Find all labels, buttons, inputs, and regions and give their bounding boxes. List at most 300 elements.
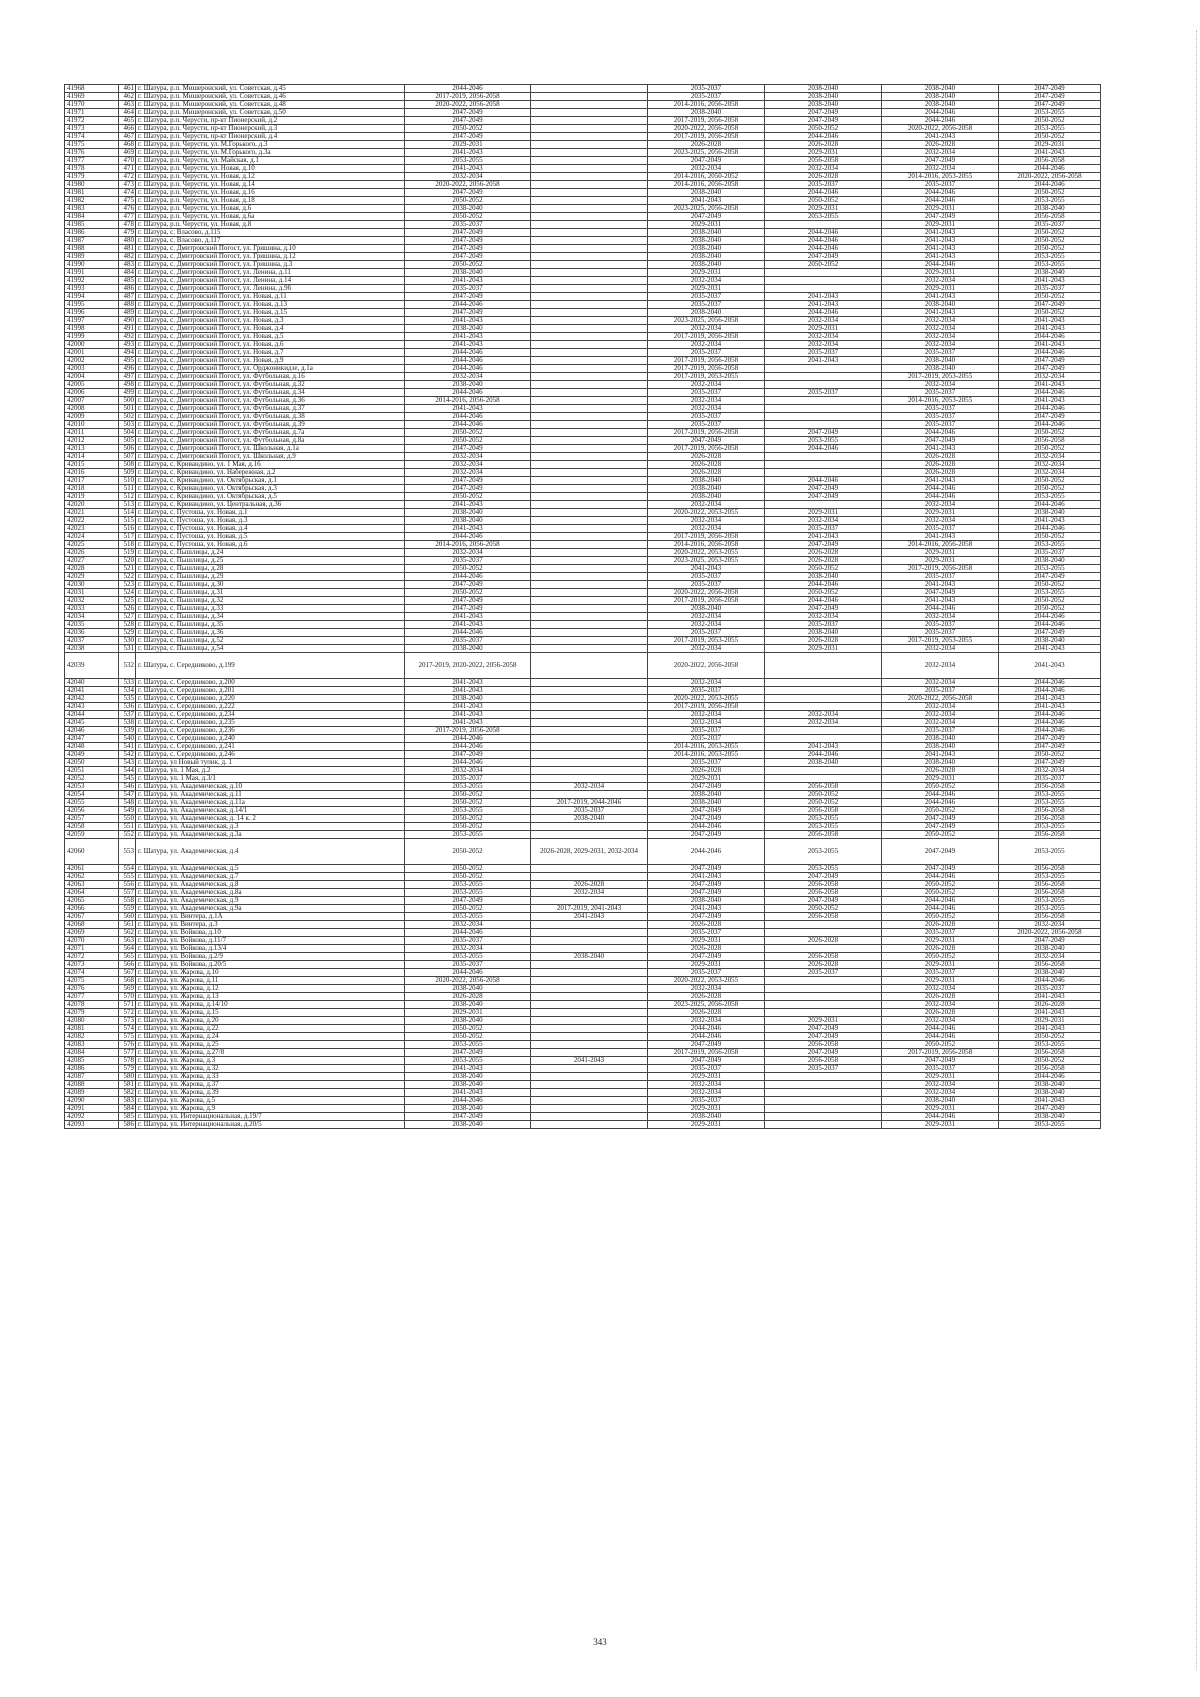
table-cell: 2050-2052 <box>405 815 531 823</box>
table-cell: г. Шатура, с. Дмитровский Погост, ул. Гришина, д.12 <box>136 253 405 261</box>
table-cell <box>531 823 648 831</box>
table-cell: 2041-2043 <box>882 533 999 541</box>
table-cell <box>531 101 648 109</box>
table-cell <box>531 221 648 229</box>
table-cell: 41991 <box>65 269 119 277</box>
table-row <box>65 445 1101 453</box>
table-cell: 42064 <box>65 889 119 897</box>
table-cell: 2053-2055 <box>999 905 1101 913</box>
table-cell: г. Шатура, с. Середниково, д.235 <box>136 719 405 727</box>
table-cell: 520 <box>119 557 136 565</box>
table-cell: 41998 <box>65 325 119 333</box>
table-cell: 2029-2031 <box>765 1017 882 1025</box>
table-row <box>65 637 1101 645</box>
table-cell <box>531 405 648 413</box>
table-cell: г. Шатура, ул. Академическая, д.11 <box>136 791 405 799</box>
table-cell: 2038-2040 <box>648 485 765 493</box>
table-cell: 2035-2037 <box>882 969 999 977</box>
table-cell: 2041-2043 <box>999 703 1101 711</box>
table-cell: 2035-2037 <box>882 349 999 357</box>
table-cell <box>765 1001 882 1009</box>
table-cell: 2032-2034 <box>882 517 999 525</box>
table-cell: 2044-2046 <box>648 839 765 865</box>
table-cell: 42030 <box>65 581 119 589</box>
table-cell: 2044-2046 <box>882 493 999 501</box>
table-cell: 482 <box>119 253 136 261</box>
table-cell: 2032-2034 <box>765 317 882 325</box>
table-cell <box>531 695 648 703</box>
table-cell <box>531 1033 648 1041</box>
table-cell: 501 <box>119 405 136 413</box>
table-row <box>65 133 1101 141</box>
table-row <box>65 253 1101 261</box>
table-cell: 2047-2049 <box>882 589 999 597</box>
table-cell: 2041-2043 <box>999 517 1101 525</box>
table-cell: г. Шатура, с. Середниково, д.199 <box>136 653 405 679</box>
table-cell: 2047-2049 <box>765 1033 882 1041</box>
table-cell: 2035-2037 <box>648 293 765 301</box>
table-row <box>65 549 1101 557</box>
table-cell: 2026-2028 <box>648 993 765 1001</box>
table-cell: 2038-2040 <box>648 189 765 197</box>
table-cell: 2026-2028 <box>765 637 882 645</box>
table-cell <box>765 993 882 1001</box>
table-cell: 42090 <box>65 1097 119 1105</box>
table-cell: 2032-2034 <box>531 783 648 791</box>
table-cell <box>531 1097 648 1105</box>
table-cell: 2038-2040 <box>405 1105 531 1113</box>
table-row <box>65 213 1101 221</box>
table-row <box>65 807 1101 815</box>
table-cell <box>531 969 648 977</box>
table-cell: 42057 <box>65 815 119 823</box>
table-cell: 2026-2028 <box>882 141 999 149</box>
table-cell <box>531 509 648 517</box>
table-cell: 2035-2037 <box>648 969 765 977</box>
table-cell <box>531 293 648 301</box>
table-cell: 2044-2046 <box>648 1033 765 1041</box>
table-cell: 2044-2046 <box>882 189 999 197</box>
table-cell: 522 <box>119 573 136 581</box>
table-cell: 41990 <box>65 261 119 269</box>
table-cell <box>531 437 648 445</box>
table-cell: 2044-2046 <box>765 237 882 245</box>
table-cell <box>765 405 882 413</box>
table-cell: 2044-2046 <box>405 349 531 357</box>
table-row <box>65 1113 1101 1121</box>
table-cell: 2029-2031 <box>882 205 999 213</box>
table-cell: 2017-2019, 2056-2058 <box>648 365 765 373</box>
table-cell <box>531 565 648 573</box>
table-cell <box>531 149 648 157</box>
table-cell: 2041-2043 <box>882 581 999 589</box>
table-cell: 514 <box>119 509 136 517</box>
table-cell: 2047-2049 <box>765 605 882 613</box>
table-cell: г. Шатура, ул. Жарова, д.12 <box>136 985 405 993</box>
table-cell: 478 <box>119 221 136 229</box>
table-cell: 2044-2046 <box>882 905 999 913</box>
table-cell: 2056-2058 <box>765 831 882 839</box>
table-cell: 2038-2040 <box>531 815 648 823</box>
table-cell: г. Шатура, с. Пышлицы, д.52 <box>136 637 405 645</box>
table-cell: 42048 <box>65 743 119 751</box>
table-row <box>65 687 1101 695</box>
table-cell: 2056-2058 <box>999 913 1101 921</box>
table-cell: 2035-2037 <box>405 637 531 645</box>
table-cell: 2047-2049 <box>882 865 999 873</box>
table-cell: 2032-2034 <box>648 985 765 993</box>
table-cell: 2035-2037 <box>648 93 765 101</box>
table-cell: 2047-2049 <box>882 157 999 165</box>
table-cell: г. Шатура, ул. Академическая, д.14/1 <box>136 807 405 815</box>
table-cell: 42063 <box>65 881 119 889</box>
table-cell: 2017-2019, 2053-2055 <box>648 373 765 381</box>
table-cell: 2047-2049 <box>648 1041 765 1049</box>
table-cell: 2020-2022, 2056-2058 <box>648 653 765 679</box>
table-cell: 42019 <box>65 493 119 501</box>
table-cell <box>765 501 882 509</box>
table-cell: 2050-2052 <box>405 1033 531 1041</box>
table-cell: 2047-2049 <box>405 237 531 245</box>
table-cell: 2032-2034 <box>405 173 531 181</box>
table-cell <box>531 711 648 719</box>
table-cell: 42025 <box>65 541 119 549</box>
table-cell: 2044-2046 <box>405 929 531 937</box>
table-cell: 2035-2037 <box>648 413 765 421</box>
table-cell: 504 <box>119 429 136 437</box>
table-cell: 2050-2052 <box>999 485 1101 493</box>
table-cell: 2053-2055 <box>999 109 1101 117</box>
table-cell <box>531 301 648 309</box>
table-cell: 574 <box>119 1025 136 1033</box>
table-cell: 490 <box>119 317 136 325</box>
table-cell: 2014-2016, 2053-2055 <box>648 751 765 759</box>
table-cell: 2038-2040 <box>648 109 765 117</box>
table-cell: 2029-2031 <box>405 141 531 149</box>
table-cell: 2050-2052 <box>765 589 882 597</box>
table-cell: 581 <box>119 1081 136 1089</box>
table-cell: 505 <box>119 437 136 445</box>
table-cell: г. Шатура, с. Дмитровский Погост, ул. Новая, д.3 <box>136 317 405 325</box>
table-cell: 488 <box>119 301 136 309</box>
table-cell: 41984 <box>65 213 119 221</box>
table-cell: 2044-2046 <box>882 897 999 905</box>
table-row <box>65 1017 1101 1025</box>
table-cell: 2032-2034 <box>882 613 999 621</box>
table-cell: 2047-2049 <box>765 873 882 881</box>
table-cell: г. Шатура, ул Новый тупик, д. 1 <box>136 759 405 767</box>
table-cell: 42027 <box>65 557 119 565</box>
table-row <box>65 727 1101 735</box>
table-cell <box>765 945 882 953</box>
table-cell: 42018 <box>65 485 119 493</box>
table-cell: 42040 <box>65 679 119 687</box>
table-cell: 2035-2037 <box>405 557 531 565</box>
table-cell: 2050-2052 <box>405 437 531 445</box>
table-cell: 485 <box>119 277 136 285</box>
table-cell: 2050-2052 <box>999 293 1101 301</box>
table-cell: г. Шатура, ул. Жарова, д.11 <box>136 977 405 985</box>
table-cell: 2050-2052 <box>882 1041 999 1049</box>
table-cell: 42012 <box>65 437 119 445</box>
table-cell: 42007 <box>65 397 119 405</box>
table-row <box>65 775 1101 783</box>
table-cell: 2026-2028 <box>531 881 648 889</box>
table-cell: 474 <box>119 189 136 197</box>
table-cell <box>531 93 648 101</box>
table-cell: 2029-2031 <box>882 285 999 293</box>
table-row <box>65 293 1101 301</box>
table-cell: 2032-2034 <box>648 645 765 653</box>
table-cell: 2029-2031 <box>882 1121 999 1129</box>
table-cell: г. Шатура, с. Дмитровский Погост, ул. Гришина, д.3 <box>136 261 405 269</box>
table-cell: 41989 <box>65 253 119 261</box>
table-row <box>65 565 1101 573</box>
table-cell: 2032-2034 <box>648 711 765 719</box>
table-cell: 2026-2028 <box>882 461 999 469</box>
table-cell: 500 <box>119 397 136 405</box>
table-cell: 42050 <box>65 759 119 767</box>
table-row <box>65 389 1101 397</box>
table-cell: 540 <box>119 735 136 743</box>
table-row <box>65 791 1101 799</box>
table-row <box>65 767 1101 775</box>
table-cell: 521 <box>119 565 136 573</box>
table-cell: 2047-2049 <box>405 1049 531 1057</box>
table-cell: г. Шатура, с. Дмитровский Погост, ул. Новая, д.5 <box>136 333 405 341</box>
table-cell <box>531 277 648 285</box>
table-cell: 2029-2031 <box>648 285 765 293</box>
table-cell: г. Шатура, ул. Жарова, д.22 <box>136 1025 405 1033</box>
table-row <box>65 357 1101 365</box>
table-cell: 2041-2043 <box>405 149 531 157</box>
table-cell: 41975 <box>65 141 119 149</box>
table-cell: 2023-2025, 2053-2055 <box>648 557 765 565</box>
table-cell <box>531 445 648 453</box>
table-cell: 42073 <box>65 961 119 969</box>
table-cell: 2047-2049 <box>648 815 765 823</box>
table-cell: 2053-2055 <box>999 873 1101 881</box>
table-cell: 2041-2043 <box>531 913 648 921</box>
table-row <box>65 221 1101 229</box>
table-cell <box>765 727 882 735</box>
table-row <box>65 557 1101 565</box>
table-cell: 2032-2034 <box>648 719 765 727</box>
table-cell: 570 <box>119 993 136 1001</box>
table-cell: 2035-2037 <box>648 85 765 93</box>
table-cell: 42009 <box>65 413 119 421</box>
table-cell: 42016 <box>65 469 119 477</box>
table-cell: 473 <box>119 181 136 189</box>
table-row <box>65 301 1101 309</box>
table-row <box>65 93 1101 101</box>
table-cell: 2038-2040 <box>405 381 531 389</box>
table-row <box>65 711 1101 719</box>
table-row <box>65 325 1101 333</box>
table-cell: 2047-2049 <box>999 93 1101 101</box>
table-cell <box>531 517 648 525</box>
table-cell: 42003 <box>65 365 119 373</box>
table-cell: 2029-2031 <box>405 1009 531 1017</box>
table-cell: 42023 <box>65 525 119 533</box>
table-cell: 2032-2034 <box>405 453 531 461</box>
table-cell <box>531 365 648 373</box>
table-cell: 2029-2031 <box>882 221 999 229</box>
table-cell: 2032-2034 <box>648 405 765 413</box>
table-cell: г. Шатура, с. Середниково, д.200 <box>136 679 405 687</box>
table-cell: 2035-2037 <box>405 937 531 945</box>
table-row <box>65 237 1101 245</box>
table-cell: 42038 <box>65 645 119 653</box>
table-cell: 2017-2019, 2056-2058 <box>405 727 531 735</box>
table-cell: 2050-2052 <box>999 581 1101 589</box>
table-cell: 2044-2046 <box>999 165 1101 173</box>
table-cell: г. Шатура, ул. Жарова, д.13 <box>136 993 405 1001</box>
table-cell: г. Шатура, ул. Академическая, д. 14 к. 2 <box>136 815 405 823</box>
table-cell: 550 <box>119 815 136 823</box>
table-cell: 2041-2043 <box>999 277 1101 285</box>
table-cell: 492 <box>119 333 136 341</box>
table-cell: г. Шатура, р.п. Черусти, ул. Новая, д.10 <box>136 165 405 173</box>
table-cell: 42005 <box>65 381 119 389</box>
table-cell <box>531 1025 648 1033</box>
table-cell: 2038-2040 <box>405 1001 531 1009</box>
table-cell <box>531 381 648 389</box>
table-cell: 2041-2043 <box>882 133 999 141</box>
table-cell: 2032-2034 <box>882 277 999 285</box>
table-cell: 2035-2037 <box>882 727 999 735</box>
table-row <box>65 629 1101 637</box>
table-cell: 2029-2031 <box>882 509 999 517</box>
table-cell: 2032-2034 <box>648 517 765 525</box>
table-cell: 2026-2028 <box>882 945 999 953</box>
table-cell: 2035-2037 <box>765 1065 882 1073</box>
table-cell: 2044-2046 <box>999 621 1101 629</box>
table-cell: 42026 <box>65 549 119 557</box>
table-cell: 2017-2019, 2056-2058 <box>648 703 765 711</box>
table-cell: 2032-2034 <box>882 381 999 389</box>
table-cell: 42051 <box>65 767 119 775</box>
table-row <box>65 1097 1101 1105</box>
table-cell: 477 <box>119 213 136 221</box>
table-cell: 567 <box>119 969 136 977</box>
table-cell <box>531 341 648 349</box>
table-cell: 2035-2037 <box>882 573 999 581</box>
table-cell: 2041-2043 <box>648 565 765 573</box>
table-cell: 42078 <box>65 1001 119 1009</box>
table-cell: 2047-2049 <box>405 445 531 453</box>
table-cell <box>531 937 648 945</box>
table-cell: 41996 <box>65 309 119 317</box>
table-cell: 42034 <box>65 613 119 621</box>
table-cell: 41968 <box>65 85 119 93</box>
table-row <box>65 477 1101 485</box>
table-cell <box>531 751 648 759</box>
table-cell: 41972 <box>65 117 119 125</box>
table-cell: г. Шатура, ул. Жарова, д.25 <box>136 1041 405 1049</box>
table-cell: 2053-2055 <box>999 253 1101 261</box>
table-cell <box>531 613 648 621</box>
table-cell: г. Шатура, р.п. Черусти, ул. Новая, д.18 <box>136 197 405 205</box>
table-row <box>65 573 1101 581</box>
table-cell: 2044-2046 <box>648 823 765 831</box>
table-cell: 42021 <box>65 509 119 517</box>
table-cell <box>531 397 648 405</box>
table-cell <box>531 525 648 533</box>
table-cell: г. Шатура, ул. Войкова, д.10 <box>136 929 405 937</box>
table-cell: г. Шатура, с. Середниково, д.236 <box>136 727 405 735</box>
table-cell: 2035-2037 <box>882 687 999 695</box>
table-cell: г. Шатура, с. Середниково, д.201 <box>136 687 405 695</box>
table-cell <box>765 735 882 743</box>
table-cell: 2053-2055 <box>405 157 531 165</box>
table-cell: 2017-2019, 2056-2058 <box>648 597 765 605</box>
table-cell: 2056-2058 <box>765 807 882 815</box>
table-cell <box>531 501 648 509</box>
table-row <box>65 493 1101 501</box>
table-row <box>65 541 1101 549</box>
table-cell <box>765 269 882 277</box>
table-cell: 2050-2052 <box>405 873 531 881</box>
table-cell <box>531 85 648 93</box>
table-cell: 2041-2043 <box>999 653 1101 679</box>
table-cell: 2029-2031 <box>648 1105 765 1113</box>
table-cell: г. Шатура, с. Пышлицы, д.28 <box>136 565 405 573</box>
table-cell: 2047-2049 <box>999 629 1101 637</box>
table-cell: 2035-2037 <box>648 1065 765 1073</box>
table-cell: 494 <box>119 349 136 357</box>
table-cell: 2038-2040 <box>999 509 1101 517</box>
table-cell: 2038-2040 <box>882 93 999 101</box>
table-cell: 2038-2040 <box>648 897 765 905</box>
table-cell <box>531 703 648 711</box>
table-row <box>65 653 1101 679</box>
table-cell: 42053 <box>65 783 119 791</box>
table-cell <box>531 1081 648 1089</box>
table-row <box>65 85 1101 93</box>
table-cell: 2032-2034 <box>648 325 765 333</box>
table-cell: 42067 <box>65 913 119 921</box>
table-cell: г. Шатура, с. Дмитровский Погост, ул. Школьная, д.9 <box>136 453 405 461</box>
table-cell: 41977 <box>65 157 119 165</box>
table-cell <box>531 629 648 637</box>
table-cell: 2047-2049 <box>405 309 531 317</box>
table-cell: 2047-2049 <box>405 245 531 253</box>
table-row <box>65 719 1101 727</box>
table-cell <box>765 373 882 381</box>
table-cell: 2035-2037 <box>882 389 999 397</box>
table-cell: 2017-2019, 2056-2058 <box>648 445 765 453</box>
table-cell: 2050-2052 <box>405 799 531 807</box>
table-row <box>65 985 1101 993</box>
table-row <box>65 581 1101 589</box>
table-cell: 2032-2034 <box>882 645 999 653</box>
table-cell: г. Шатура, ул. Жарова, д.10 <box>136 969 405 977</box>
table-row <box>65 743 1101 751</box>
table-cell: 2032-2034 <box>405 921 531 929</box>
table-cell: г. Шатура, р.п. Черусти, ул. Новая, д.6 <box>136 205 405 213</box>
table-cell <box>531 581 648 589</box>
table-cell <box>531 421 648 429</box>
table-cell: 42029 <box>65 573 119 581</box>
table-cell: 489 <box>119 309 136 317</box>
table-cell: г. Шатура, с. Кривандино, ул. Октябрьская, д.1 <box>136 477 405 485</box>
table-cell: 42075 <box>65 977 119 985</box>
table-cell: 2038-2040 <box>765 85 882 93</box>
table-cell: 2041-2043 <box>999 695 1101 703</box>
table-row <box>65 969 1101 977</box>
table-cell <box>531 1113 648 1121</box>
